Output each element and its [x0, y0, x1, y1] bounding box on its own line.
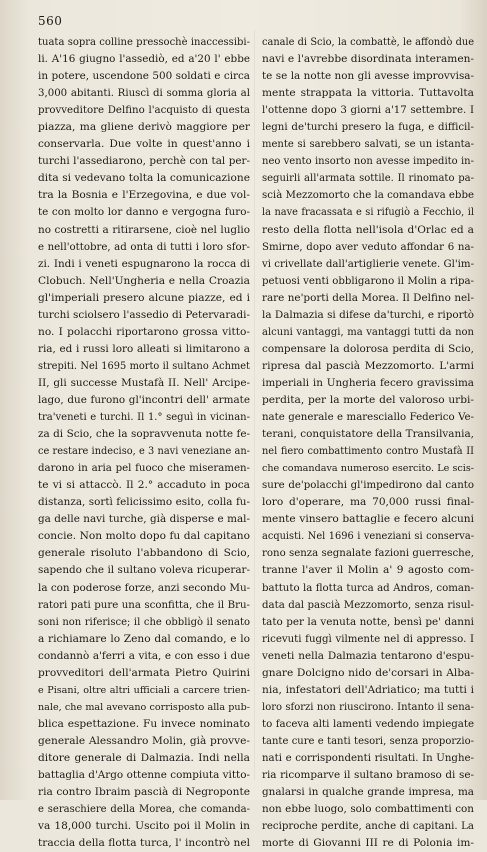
text-line: provveditori dell'armata Pietro Quirini	[38, 666, 250, 679]
text-line: la Dalmazia si difese da'turchi, e riportò	[262, 308, 474, 321]
text-line: zi. Indi i veneti espugnarono la rocca di	[38, 257, 250, 270]
text-line: mente si sarebbero salvati, se un istanta-	[262, 139, 474, 151]
text-line: 3,000 abitanti. Riuscì di somma gloria al	[38, 88, 250, 100]
text-line: turchi l'assediarono, perchè con tal per-	[38, 155, 250, 168]
text-line: lago, due furono gl'incontri dell' armate	[38, 393, 250, 406]
text-line: loro d'operare, ma 70,000 russi final-	[262, 496, 474, 509]
text-line: e Pisani, oltre altri ufficiali a carcere trien-	[38, 684, 250, 696]
text-line: reciproche perdite, anche di capitani. La	[262, 821, 474, 833]
text-line: mente vinsero battaglie e fecero alcuni	[262, 513, 474, 526]
text-line: l'ottenne dopo 3 giorni a'17 settembre. I	[262, 105, 474, 117]
text-line: to faceva alti lamenti vedendo impiegate	[262, 718, 474, 730]
text-line: seguirli all'armata sottile. Il rinomato pa-	[262, 173, 474, 185]
text-line: ria, ed i russi loro alleati si limitarono a	[38, 342, 250, 355]
text-line: ria ricomparve il sultano bramoso di se-	[262, 769, 474, 782]
text-line: battaglia d'Argo ottenne compiuta vitto-	[38, 769, 250, 782]
text-line: dita si vedevano tolta la comunicazione	[38, 172, 250, 185]
text-line: li. A'16 giugno l'assediò, ed a'20 l' ebbe	[38, 53, 250, 66]
text-line: blica espettazione. Fu invece nominato	[38, 717, 250, 730]
text-line: te con molto lor danno e vergogna furo-	[38, 206, 250, 219]
text-line: mente strappata la vittoria. Tuttavolta	[262, 87, 474, 100]
text-line: rare ne'porti della Morea. Il Delfino nel-	[262, 291, 474, 304]
text-line: alcuni vantaggi, ma vantaggi tutti da non	[262, 326, 474, 338]
text-line: nia, infestatori dell'Adriatico; ma tutti i	[262, 683, 474, 696]
text-line: ga delle navi turche, già disperse e mal-	[38, 513, 250, 526]
text-line: ratori pati pure una sconfitta, che il Bru-	[38, 599, 250, 611]
text-line: conservarla. Due volte in quest'anno i	[38, 138, 250, 151]
text-line: vi crivellate dall'artiglierie venete. Gl'im-	[262, 258, 474, 270]
text-line: generale Alessandro Molin, già provve-	[38, 734, 250, 747]
text-line: gnalarsi in qualche grande impresa, ma	[262, 786, 474, 799]
text-line: compensare la dolorosa perdita di Scio,	[262, 342, 474, 355]
right-text-column	[262, 34, 474, 852]
text-line: rono senza segnalate fazioni guerresche,	[262, 548, 474, 560]
text-line: scià Mezzomorto che la comandava ebbe	[262, 190, 474, 202]
text-line: piazza, ma gliene derivò maggiore per	[38, 121, 250, 134]
text-line: turchi sciolsero l'assedio di Petervaradi-	[38, 308, 250, 321]
text-line: neo vento insorto non avesse impedito in-	[262, 156, 474, 168]
text-line: distanza, sortì felicissimo esito, colla fu-	[38, 496, 250, 509]
text-line: non ebbe luogo, solo combattimenti con	[262, 803, 474, 816]
text-line: ce restare indeciso, e 3 navi veneziane an-	[38, 446, 250, 458]
text-line: condannò a'ferri a vita, e con esso i due	[38, 649, 250, 662]
text-line: loro sforzi non riuscirono. Intanto il sena-	[262, 701, 474, 713]
text-line: la nave fracassata e si rifugiò a Fecchio, il	[262, 207, 474, 219]
text-line: ria contro Ibraim pascià di Negroponte	[38, 786, 250, 799]
text-line: e nell'ottobre, ad onta di tutti i loro sfor-	[38, 241, 250, 253]
text-line: ripresa dal pascià Mezzomorto. L'armi	[262, 359, 474, 372]
text-line: tra'veneti e turchi. Il 1.° seguì in vicinan-	[38, 412, 250, 424]
text-line: perdita, per la morte del valoroso urbi-	[262, 393, 474, 406]
text-line: la con poderose forze, anzi secondo Mu-	[38, 581, 250, 594]
text-line: morte di Giovanni III re di Polonia im-	[262, 837, 474, 850]
text-line: tante cure e tanti tesori, senza proporzio-	[262, 735, 474, 747]
text-line: e seraschiere della Morea, che comanda-	[38, 804, 250, 816]
text-line: data dal pascià Mezzomorto, senza risul-	[262, 599, 474, 611]
text-line: imperiali in Ungheria fecero gravissima	[262, 376, 474, 389]
left-text-column	[38, 34, 250, 852]
text-line: acquisti. Nel 1696 i veneziani si conserva-	[262, 531, 474, 543]
text-line: nel fiero combattimento contro Mustafà II	[262, 446, 474, 458]
text-line: strepiti. Nel 1695 morto il sultano Achmet	[38, 360, 250, 372]
text-line: sure de'polacchi gl'impedirono dal canto	[262, 480, 474, 492]
text-line: darono in aria pel fuoco che miseramen-	[38, 463, 250, 475]
text-line: no. I polacchi riportarono grossa vitto-	[38, 325, 250, 338]
text-line: traccia della flotta turca, l' incontrò nel	[38, 837, 250, 850]
text-line: in potere, uscendone 500 soldati e circa	[38, 70, 250, 83]
text-line: tato per la venuta notte, bensì pe' danni	[262, 615, 474, 628]
text-line: petuosi venti obbligarono il Molin a ripa-	[262, 275, 474, 287]
text-line: battuto la flotta turca ad Andros, coman-	[262, 582, 474, 594]
text-line: II, gli successe Mustafà II. Nell' Arcipe-	[38, 376, 250, 389]
text-line: generale risoluto l'abbandono di Scio,	[38, 547, 250, 560]
text-line: terani, conquistatore della Transilvania,	[262, 428, 474, 441]
text-line: za di Scio, che la sopravvenuta notte fe-	[38, 428, 250, 441]
text-line: veneti nella Dalmazia tentarono d'espu-	[262, 649, 474, 662]
text-line: tuata sopra colline pressochè inaccessibi-	[38, 37, 250, 48]
text-line: va 18,000 turchi. Uscito poi il Molin in	[38, 820, 250, 833]
text-line: resto della flotta nell'isola d'Orlac ed a	[262, 223, 474, 236]
page-number: 560	[38, 14, 63, 28]
text-line: gl'imperiali presero alcune piazze, ed i	[38, 291, 250, 304]
column-gutter	[254, 30, 255, 780]
text-line: Smirne, dopo aver veduto affondar 6 na-	[262, 241, 474, 253]
text-line: tra la Bosnia e l'Erzegovina, e due vol-	[38, 189, 250, 202]
text-line: sapendo che il sultano voleva ricuperar-	[38, 564, 250, 577]
text-line: no costretti a ritirarsene, cioè nel luglio	[38, 223, 250, 236]
text-line: nate generale e maresciallo Federico Ve-	[262, 412, 474, 424]
text-line: Clobuch. Nell'Ungheria e nella Croazia	[38, 274, 250, 287]
text-line: nati e corrispondenti risultati. In Unghe-	[262, 752, 474, 764]
text-line: te vi si attaccò. Il 2.° accaduto in poca	[38, 479, 250, 492]
text-line: provveditore Delfino l'acquisto di questa	[38, 105, 250, 117]
text-line: tranne l'aver il Molin a' 9 agosto com-	[262, 564, 474, 577]
text-line: legni de'turchi presero la fuga, e difficil-	[262, 122, 474, 134]
text-line: canale di Scio, la combattè, le affondò due	[262, 37, 474, 48]
text-line: navi e l'avrebbe disordinata interamen-	[262, 53, 474, 66]
text-line: ditore generale di Dalmazia. Indi nella	[38, 751, 250, 764]
text-line: te se la notte non gli avesse improvvisa-	[262, 70, 474, 83]
text-line: gnare Dolcigno nido de'corsari in Alba-	[262, 666, 474, 679]
text-line: concie. Non molto dopo fu dal capitano	[38, 530, 250, 543]
text-line: a richiamare lo Zeno dal comando, e lo	[38, 632, 250, 645]
text-line: soni non riferisce; il che obbligò il senato	[38, 616, 250, 628]
text-line: nale, che mal avevano corrisposto alla pub-	[38, 701, 250, 713]
text-line: ricevuti fuggì vilmente nel di appresso. I	[262, 633, 474, 645]
text-line: che comandava numeroso esercito. Le scis-	[262, 463, 474, 475]
